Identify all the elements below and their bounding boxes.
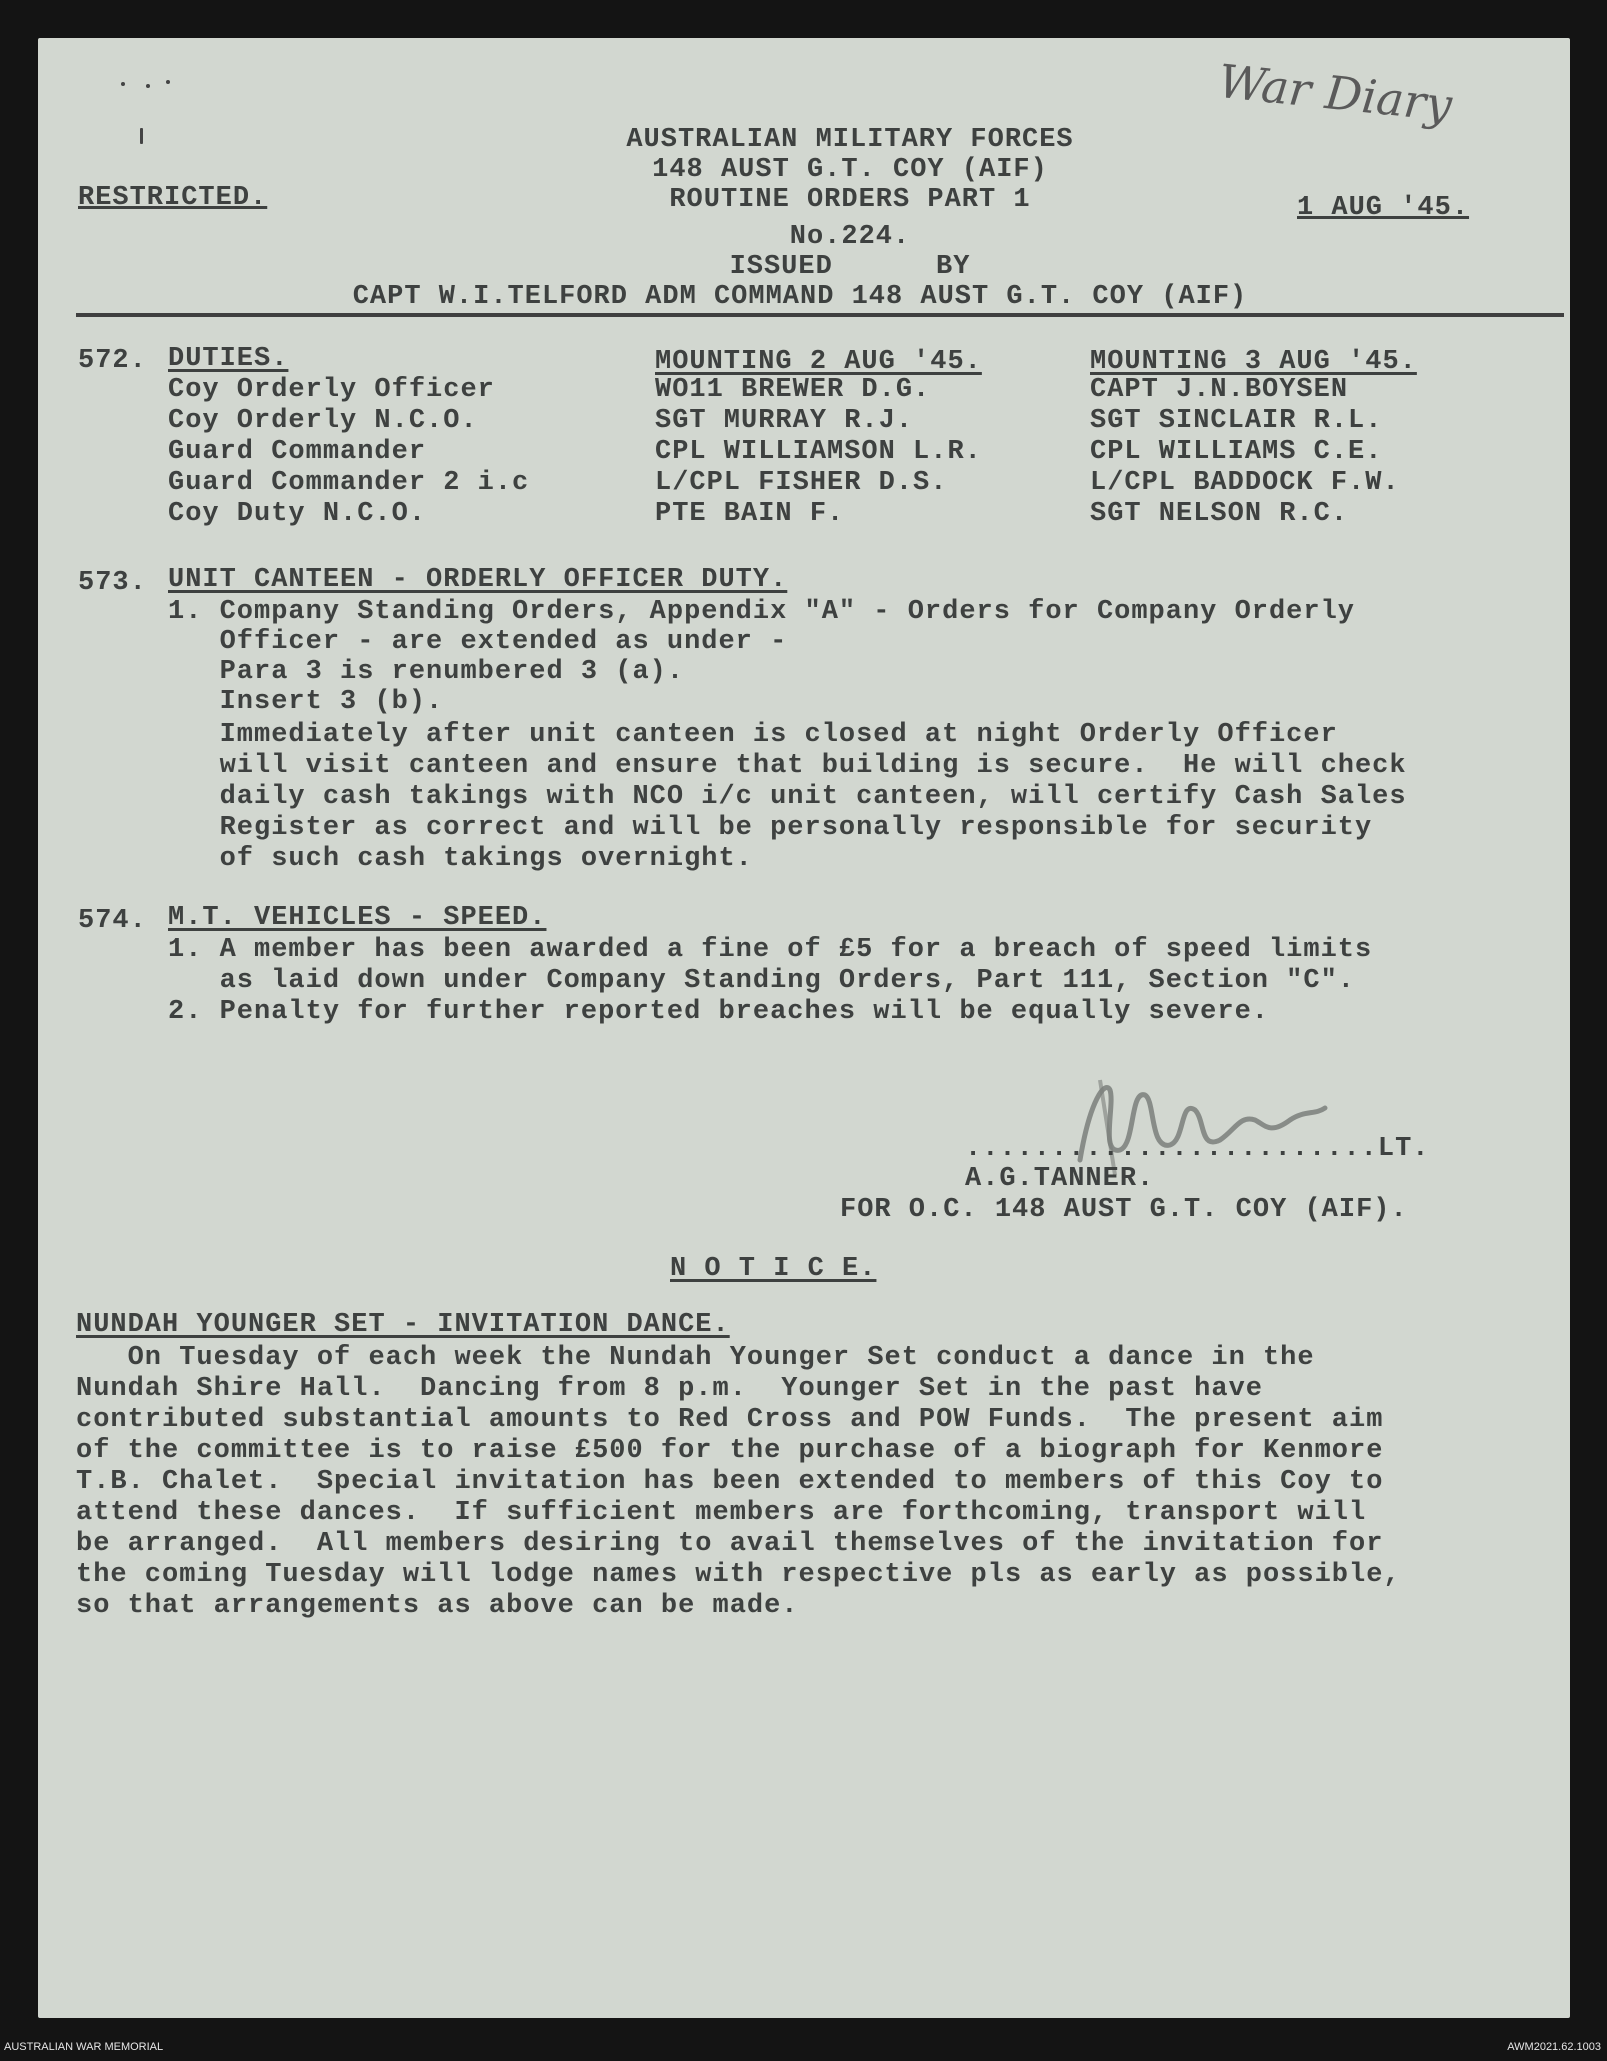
notice-line: Nundah Shire Hall. Dancing from 8 p.m. Younger Set in the past have [76, 1374, 1263, 1404]
duty-aug2: SGT MURRAY R.J. [655, 406, 914, 436]
body-line: 1. Company Standing Orders, Appendix "A" - Orders for Company Orderly [168, 597, 1355, 627]
body-line: daily cash takings with NCO i/c unit canteen, will certify Cash Sales [168, 782, 1407, 812]
item-title: UNIT CANTEEN - ORDERLY OFFICER DUTY. [168, 565, 788, 595]
signatory-name: A.G.TANNER. [965, 1164, 1155, 1194]
duty-aug3: L/CPL BADDOCK F.W. [1090, 468, 1400, 498]
order-date: 1 AUG '45. [1297, 193, 1470, 223]
body-line: 2. Penalty for further reported breaches will be equally severe. [168, 997, 1269, 1027]
archive-reference: AWM2021.62.1003 [1507, 2041, 1601, 2053]
body-line: Immediately after unit canteen is closed at night Orderly Officer [168, 720, 1338, 750]
duty-name: Coy Orderly N.C.O. [168, 406, 478, 436]
punch-mark [146, 84, 150, 88]
column-heading: MOUNTING 3 AUG '45. [1090, 347, 1417, 377]
duty-aug3: CAPT J.N.BOYSEN [1090, 375, 1349, 405]
body-line: will visit canteen and ensure that building is secure. He will check [168, 751, 1407, 781]
column-heading: MOUNTING 2 AUG '45. [655, 347, 982, 377]
notice-title: NUNDAH YOUNGER SET - INVITATION DANCE. [76, 1310, 730, 1340]
body-line: Register as correct and will be personally responsible for security [168, 813, 1373, 843]
punch-mark [121, 82, 125, 86]
header-line-5: ISSUED BY [729, 252, 971, 282]
body-line: of such cash takings overnight. [168, 844, 753, 874]
duty-aug2: PTE BAIN F. [655, 499, 845, 529]
duty-name: Guard Commander [168, 437, 427, 467]
punch-mark [140, 128, 143, 144]
header-line-2: 148 AUST G.T. COY (AIF) [652, 155, 1048, 185]
duty-aug2: CPL WILLIAMSON L.R. [655, 437, 982, 467]
signatory-capacity: FOR O.C. 148 AUST G.T. COY (AIF). [840, 1195, 1408, 1225]
duty-aug3: CPL WILLIAMS C.E. [1090, 437, 1383, 467]
item-number: 572. [78, 346, 147, 376]
notice-line: the coming Tuesday will lodge names with respective pls as early as possible, [76, 1560, 1401, 1590]
notice-line: so that arrangements as above can be made. [76, 1591, 799, 1621]
header-line-1: AUSTRALIAN MILITARY FORCES [626, 125, 1074, 155]
duty-aug3: SGT SINCLAIR R.L. [1090, 406, 1383, 436]
notice-line: On Tuesday of each week the Nundah Younger Set conduct a dance in the [76, 1343, 1315, 1373]
notice-line: contributed substantial amounts to Red Cross and POW Funds. The present aim [76, 1405, 1384, 1435]
notice-line: of the committee is to raise £500 for the purchase of a biograph for Kenmore [76, 1436, 1384, 1466]
header-line-4: No.224. [789, 222, 911, 252]
header-line-6: CAPT W.I.TELFORD ADM COMMAND 148 AUST G.T. COY (AIF) [352, 282, 1248, 312]
item-number: 574. [78, 906, 147, 936]
duty-name: Guard Commander 2 i.c [168, 468, 530, 498]
notice-line: T.B. Chalet. Special invitation has been extended to members of this Coy to [76, 1467, 1384, 1497]
item-title: DUTIES. [168, 344, 289, 374]
classification-label: RESTRICTED. [78, 183, 268, 213]
archive-credit: AUSTRALIAN WAR MEMORIAL [4, 2041, 164, 2053]
duty-name: Coy Duty N.C.O. [168, 499, 427, 529]
handwritten-annotation: War Diary [1215, 53, 1455, 133]
body-line: Insert 3 (b). [168, 687, 444, 717]
document-page [38, 38, 1570, 2018]
body-line: Para 3 is renumbered 3 (a). [168, 657, 685, 687]
punch-mark [166, 80, 170, 84]
duty-aug3: SGT NELSON R.C. [1090, 499, 1349, 529]
notice-line: attend these dances. If sufficient members are forthcoming, transport will [76, 1498, 1367, 1528]
duty-aug2: WO11 BREWER D.G. [655, 375, 931, 405]
body-line: 1. A member has been awarded a fine of £5 for a breach of speed limits [168, 935, 1373, 965]
item-title: M.T. VEHICLES - SPEED. [168, 903, 547, 933]
duty-name: Coy Orderly Officer [168, 375, 495, 405]
signature-line: ........................LT. [965, 1134, 1430, 1164]
header-divider [76, 313, 1564, 317]
item-number: 573. [78, 568, 147, 598]
header-line-3: ROUTINE ORDERS PART 1 [669, 185, 1031, 215]
duty-aug2: L/CPL FISHER D.S. [655, 468, 948, 498]
notice-line: be arranged. All members desiring to avail themselves of the invitation for [76, 1529, 1384, 1559]
notice-heading: N O T I C E. [670, 1254, 877, 1284]
body-line: Officer - are extended as under - [168, 627, 788, 657]
body-line: as laid down under Company Standing Orders, Part 111, Section "C". [168, 966, 1355, 996]
